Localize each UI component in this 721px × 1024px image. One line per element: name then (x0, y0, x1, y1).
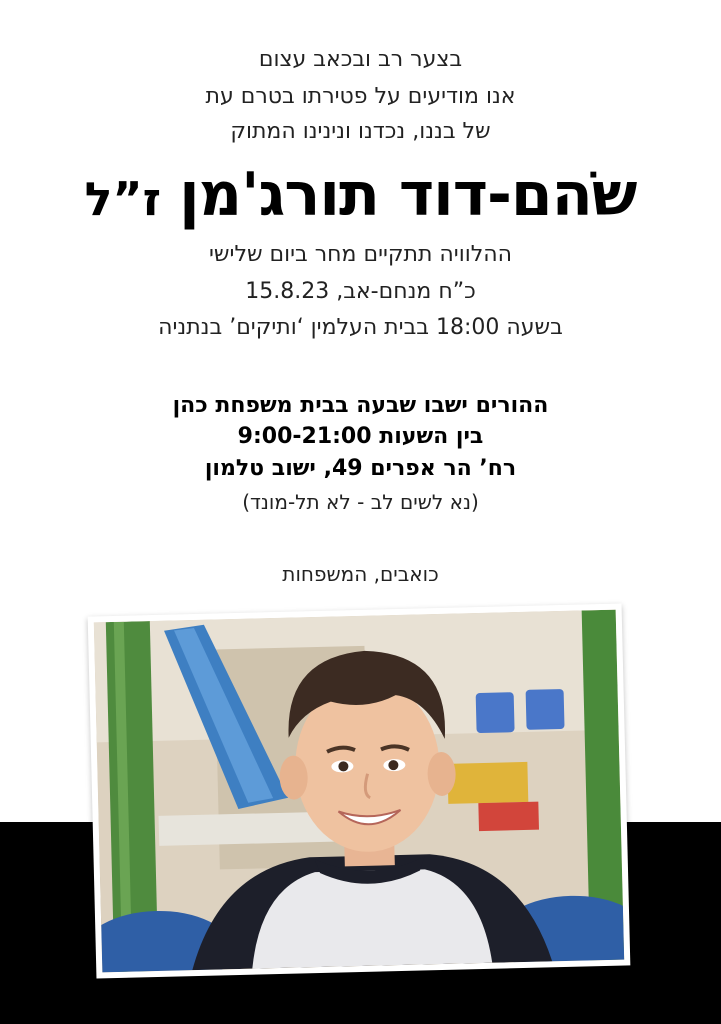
intro-line-1: בצער רב ובכאב עצום (258, 47, 463, 72)
shiva-line-2: בין השעות 9:00-21:00 (237, 424, 484, 449)
address-note: (נא לשים לב - לא תל-מונד) (242, 490, 479, 514)
shiva-line-3: רח’ הר אפרים 49, ישוב טלמון (204, 456, 517, 481)
intro-line-3: של בננו, נכדנו ונינינו המתוק (230, 119, 491, 144)
child-portrait-photo (94, 610, 624, 973)
intro-line-2: אנו מודיעים על פטירתו בטרם עת (205, 84, 516, 109)
funeral-line-1: ההלוויה תתקיים מחר ביום שלישי (209, 242, 512, 267)
honorific: ז”ל (84, 172, 162, 226)
deceased-name-row (0, 160, 721, 230)
funeral-line-3: בשעה 18:00 בבית העלמין ‘ותיקים’ בנתניה (158, 315, 563, 340)
shiva-line-1: ההורים ישבו שבעה בבית משפחת כהן (172, 393, 549, 418)
funeral-line-2: כ”ח מנחם-אב, 15.8.23 (245, 279, 476, 304)
deceased-name: שֹהם-דוד תורג'מן (179, 160, 637, 230)
photo-frame (88, 604, 631, 979)
signature: כואבים, המשפחות (282, 562, 439, 586)
